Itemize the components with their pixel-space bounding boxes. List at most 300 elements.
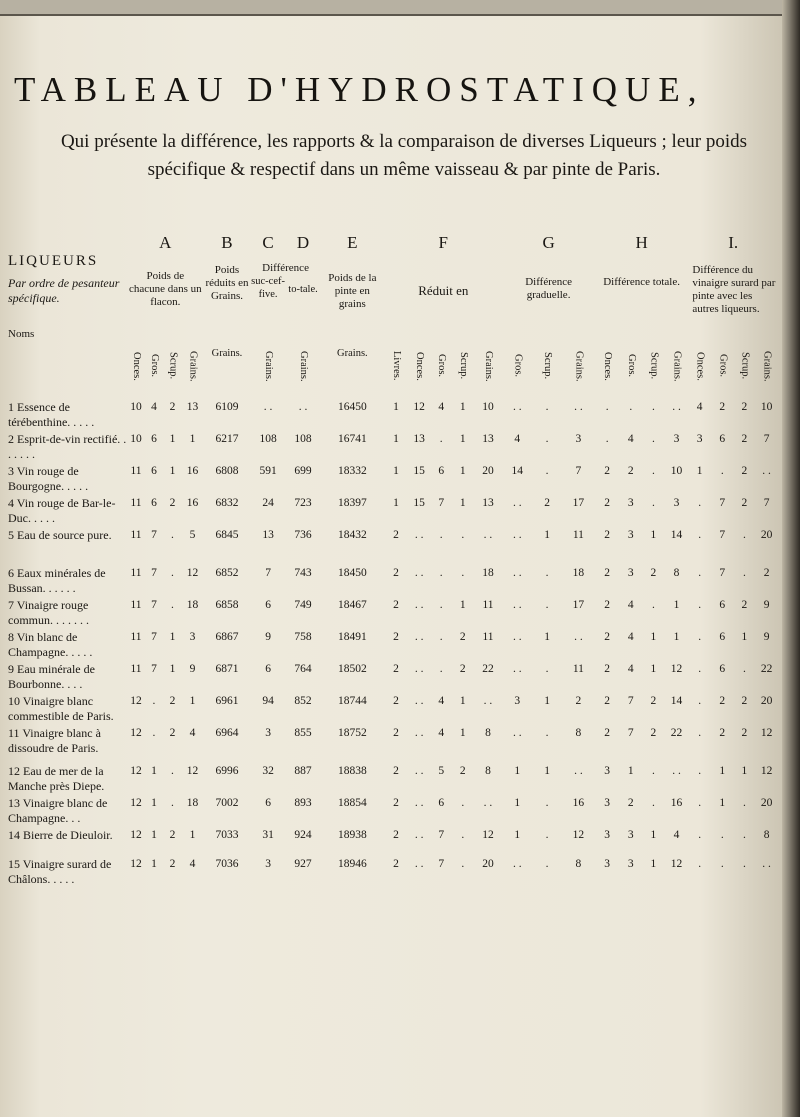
cell-h-0: .: [605, 401, 609, 413]
cell-f-4: 22: [482, 663, 494, 675]
cell-f-0: 2: [393, 631, 399, 643]
cell-e: 18432: [337, 529, 367, 541]
cell-i-1: 7: [719, 567, 726, 579]
cell-f-1: . .: [414, 695, 424, 707]
group-i-label: Différence du vinaigre surard par pinte avec les autres liqueurs.: [692, 264, 776, 315]
cell-g-2: 8: [575, 727, 582, 739]
cell-b: 6961: [215, 695, 239, 707]
cell-f-2: 4: [438, 401, 445, 413]
cell-h-0: .: [605, 433, 609, 445]
cell-g-2: 8: [575, 858, 582, 870]
cell-i-0: 1: [696, 465, 703, 477]
sub-f-gros: Gros.: [436, 354, 448, 378]
sub-i-grains: Grains.: [761, 350, 773, 382]
cell-g-2: . .: [574, 401, 583, 413]
cell-i-2: 2: [741, 433, 748, 445]
cell-g-0: . .: [512, 663, 522, 675]
cell-i-1: 6: [719, 663, 726, 675]
cell-g-1: .: [545, 401, 549, 413]
group-e-label: Poids de la pinte en grains: [328, 272, 377, 310]
cell-h-2: .: [651, 797, 655, 809]
cell-c: 94: [262, 695, 274, 707]
cell-f-1: 15: [413, 465, 425, 477]
cell-h-2: .: [651, 465, 655, 477]
cell-f-1: . .: [414, 663, 424, 675]
cell-f-4: . .: [483, 797, 493, 809]
cell-f-2: 7: [438, 858, 445, 870]
cell-c: 6: [265, 599, 271, 611]
cell-b: 6845: [215, 529, 239, 541]
cell-d: . .: [298, 401, 308, 413]
cell-a-1: 6: [151, 433, 157, 445]
cell-h-1: 3: [627, 567, 634, 579]
cell-f-4: 11: [482, 599, 494, 611]
cell-a-0: 12: [130, 765, 142, 777]
cell-b: 6832: [215, 497, 239, 509]
cell-i-3: 20: [760, 695, 773, 707]
cell-i-2: .: [742, 529, 746, 541]
cell-a-2: .: [171, 797, 174, 809]
table-row: [6, 794, 778, 826]
cell-g-1: .: [545, 727, 549, 739]
table-row: [6, 494, 778, 526]
cell-h-0: 3: [604, 797, 611, 809]
cell-e: 16741: [337, 433, 367, 445]
sub-g-grains: Grains.: [573, 350, 585, 382]
cell-i-0: 4: [696, 401, 703, 413]
cell-g-0: . .: [512, 401, 522, 413]
cell-h-2: 1: [650, 858, 657, 870]
sub-h-grains: Grains.: [671, 350, 683, 382]
cell-f-4: 10: [482, 401, 494, 413]
liqueur-name: 13 Vinaigre blanc de Champagne. . .: [8, 796, 108, 825]
cell-c: 7: [265, 567, 271, 579]
cell-f-0: 1: [393, 401, 399, 413]
cell-h-3: 1: [673, 631, 680, 643]
cell-h-2: 2: [650, 695, 657, 707]
group-h-header: [595, 254, 689, 334]
cell-f-4: 18: [482, 567, 494, 579]
cell-h-0: 3: [604, 765, 611, 777]
cell-f-0: 2: [393, 765, 399, 777]
col-letter-f: F: [438, 233, 449, 252]
cell-d: 758: [294, 631, 312, 643]
cell-h-3: 12: [670, 858, 683, 870]
cell-f-3: 2: [459, 663, 466, 675]
cell-g-2: 7: [575, 465, 582, 477]
cell-i-2: 2: [741, 401, 748, 413]
cell-i-3: . .: [762, 858, 771, 870]
group-f-header: [384, 254, 502, 334]
cell-i-0: .: [698, 529, 702, 541]
col-letter-h: H: [635, 233, 648, 252]
cell-h-1: 4: [627, 433, 634, 445]
liqueur-name: 4 Vin rouge de Bar-le-Duc. . . . .: [8, 496, 116, 525]
cell-f-2: 5: [438, 765, 445, 777]
group-h-label: Différence totale.: [603, 276, 680, 288]
cell-g-0: . .: [512, 727, 522, 739]
cell-f-1: . .: [414, 829, 424, 841]
cell-i-3: . .: [762, 465, 771, 477]
cell-h-0: 2: [604, 497, 611, 509]
cell-f-4: . .: [483, 695, 493, 707]
cell-i-3: 12: [760, 727, 773, 739]
group-b-label: Poids réduits en Grains.: [205, 264, 249, 302]
cell-h-3: . .: [672, 401, 681, 413]
cell-f-2: .: [439, 663, 443, 675]
cell-i-1: 7: [719, 497, 726, 509]
cell-i-1: 6: [719, 631, 726, 643]
cell-f-2: 7: [438, 497, 445, 509]
cell-i-2: 2: [741, 727, 748, 739]
cell-h-1: 2: [627, 465, 634, 477]
cell-e: 18397: [337, 497, 367, 509]
cell-f-1: . .: [414, 858, 424, 870]
cell-b: 6867: [215, 631, 239, 643]
liqueur-name: 12 Eau de mer de la Manche près Diepe.: [8, 764, 105, 793]
cell-d: 743: [294, 567, 312, 579]
cell-f-1: . .: [414, 765, 424, 777]
cell-c: 32: [262, 765, 274, 777]
cell-b: 6217: [215, 433, 239, 445]
cell-h-1: 4: [627, 631, 634, 643]
cell-a-1: 6: [151, 497, 157, 509]
cell-i-0: .: [698, 567, 702, 579]
group-i-header: [688, 254, 778, 334]
cell-f-1: . .: [414, 529, 424, 541]
cell-h-1: 4: [627, 599, 634, 611]
cell-f-3: .: [461, 567, 465, 579]
cell-g-0: . .: [512, 497, 522, 509]
cell-h-3: 1: [673, 599, 680, 611]
cell-g-1: .: [545, 599, 549, 611]
cell-c: . .: [263, 401, 273, 413]
table-row: [6, 430, 778, 462]
table-body: [6, 398, 778, 891]
cell-g-0: . .: [512, 529, 522, 541]
liqueurs-heading: LIQUEURS: [8, 253, 99, 269]
cell-f-4: 8: [485, 765, 491, 777]
group-c-label: suc-cef-five.: [251, 276, 285, 300]
cell-i-2: .: [742, 858, 746, 870]
cell-d: 736: [294, 529, 312, 541]
cell-d: 924: [294, 829, 312, 841]
cell-g-2: . .: [574, 765, 583, 777]
liqueur-name: 5 Eau de source pure.: [8, 528, 112, 542]
cell-i-2: .: [742, 797, 746, 809]
cell-a-0: 11: [130, 631, 142, 643]
table-row: [6, 692, 778, 724]
cell-f-3: 1: [459, 695, 466, 707]
cell-c: 3: [265, 858, 271, 870]
cell-g-0: . .: [512, 567, 522, 579]
cell-f-3: 2: [459, 631, 466, 643]
cell-a-1: 1: [151, 765, 157, 777]
cell-d: 749: [294, 599, 312, 611]
cell-g-0: . .: [512, 599, 522, 611]
sub-f-scrup: Scrup.: [457, 352, 469, 380]
cell-h-3: 14: [670, 529, 683, 541]
cell-f-3: 1: [459, 465, 466, 477]
cell-f-3: 1: [459, 401, 466, 413]
cell-a-3: 4: [189, 858, 196, 870]
cell-a-2: 2: [169, 727, 176, 739]
cell-d: 852: [294, 695, 312, 707]
sub-h-onces: Onces.: [602, 351, 614, 381]
group-g-label: Différence graduelle.: [525, 276, 573, 301]
page-subtitle: Qui présente la différence, les rapports & la comparaison de diverses Liqueurs ; leur poids spécifique & respectif dans un même vaisseau & par pinte de Paris.: [60, 131, 748, 180]
cell-d: 893: [294, 797, 312, 809]
cell-d: 855: [294, 727, 312, 739]
group-g-header: [502, 254, 594, 334]
cell-f-1: . .: [414, 797, 424, 809]
cell-i-3: 9: [763, 631, 770, 643]
cell-g-0: . .: [512, 631, 522, 643]
cell-f-0: 2: [393, 529, 399, 541]
cell-e: 18838: [337, 765, 367, 777]
cell-f-2: 4: [438, 727, 445, 739]
cell-b: 7002: [215, 797, 239, 809]
cell-f-3: 2: [459, 765, 466, 777]
liqueur-name: 10 Vinaigre blanc commestible de Paris.: [8, 694, 114, 723]
cell-a-3: 9: [189, 663, 196, 675]
cell-a-3: 18: [186, 599, 199, 611]
table-bottom-rule-cell: [6, 887, 778, 891]
cell-a-2: 2: [169, 497, 176, 509]
cell-f-1: 12: [413, 401, 425, 413]
group-a-label: Poids de chacune dans un flacon.: [128, 270, 202, 308]
cell-a-2: 2: [169, 829, 176, 841]
cell-i-1: 6: [719, 599, 726, 611]
cell-f-0: 1: [393, 497, 399, 509]
cell-c: 108: [259, 433, 277, 445]
cell-h-2: 1: [650, 631, 657, 643]
cell-f-1: 15: [413, 497, 425, 509]
cell-h-0: 2: [604, 465, 611, 477]
cell-d: 723: [294, 497, 312, 509]
cell-i-1: 2: [719, 727, 726, 739]
liqueur-name: 6 Eaux minérales de Bussan. . . . . .: [8, 566, 106, 595]
cell-f-3: .: [461, 797, 465, 809]
cell-a-2: 2: [169, 401, 176, 413]
cell-a-0: 10: [130, 433, 142, 445]
cell-h-2: 2: [650, 567, 657, 579]
cell-i-0: .: [698, 858, 702, 870]
liqueur-name: 14 Bierre de Dieuloir.: [8, 828, 113, 842]
cell-b: 6964: [215, 727, 239, 739]
sub-f-onces: Onces.: [414, 351, 426, 381]
cell-h-0: 2: [604, 727, 611, 739]
cell-i-2: .: [742, 829, 746, 841]
cell-h-2: .: [651, 599, 655, 611]
cell-i-1: 1: [719, 765, 726, 777]
cell-g-2: 17: [572, 497, 585, 509]
cell-a-0: 11: [130, 599, 142, 611]
cell-i-1: 2: [719, 401, 726, 413]
cell-g-0: 14: [511, 465, 524, 477]
cell-a-1: .: [152, 695, 156, 707]
cell-c: 31: [262, 829, 274, 841]
cell-i-1: .: [720, 858, 724, 870]
cell-i-0: .: [698, 797, 702, 809]
cell-h-1: 3: [627, 858, 634, 870]
cell-a-1: 7: [151, 529, 157, 541]
cell-f-4: 8: [485, 727, 491, 739]
cell-i-0: .: [698, 727, 702, 739]
cell-a-2: 1: [169, 465, 176, 477]
cell-h-1: 4: [627, 663, 634, 675]
cell-e: 18332: [337, 465, 367, 477]
cell-f-0: 2: [393, 599, 399, 611]
cell-h-1: .: [629, 401, 633, 413]
cell-a-0: 12: [130, 858, 142, 870]
col-letter-d: D: [296, 233, 310, 252]
cell-a-0: 10: [130, 401, 142, 413]
cell-f-0: 2: [393, 829, 399, 841]
cell-a-2: 1: [169, 663, 176, 675]
table-row: [6, 398, 778, 430]
cell-g-1: .: [545, 465, 549, 477]
cell-b: 6858: [215, 599, 239, 611]
table-row: [6, 826, 778, 855]
cell-e: 18467: [337, 599, 367, 611]
cell-i-3: 20: [760, 529, 773, 541]
cell-c: 3: [265, 727, 271, 739]
cell-h-0: 2: [604, 599, 611, 611]
cell-b: 6996: [215, 765, 239, 777]
cell-f-3: 1: [459, 727, 466, 739]
col-letter-g: G: [542, 233, 555, 252]
cell-f-2: .: [439, 567, 443, 579]
cell-h-1: 7: [627, 695, 634, 707]
col-letter-e: E: [347, 233, 358, 252]
cell-a-2: .: [171, 529, 174, 541]
sub-i-scrup: Scrup.: [739, 352, 751, 380]
cell-b: 6109: [215, 401, 239, 413]
group-e-header: [320, 254, 384, 334]
cell-f-0: 2: [393, 858, 399, 870]
cell-h-0: 2: [604, 663, 611, 675]
cell-i-1: 2: [719, 695, 726, 707]
table-row: [6, 724, 778, 762]
cell-g-0: 3: [514, 695, 521, 707]
cell-f-4: 20: [482, 465, 494, 477]
cell-f-1: . .: [414, 599, 424, 611]
sub-g-scrup: Scrup.: [542, 352, 554, 380]
cell-e: 16450: [337, 401, 367, 413]
cell-b: 6871: [215, 663, 239, 675]
cell-f-2: .: [439, 599, 443, 611]
cell-a-1: 7: [151, 567, 157, 579]
cell-d: 764: [294, 663, 312, 675]
cell-h-0: 2: [604, 631, 611, 643]
liqueurs-header: [6, 233, 127, 398]
table-row: [6, 628, 778, 660]
cell-c: 13: [262, 529, 274, 541]
order-caption: Par ordre de pesanteur spécifique.: [8, 276, 120, 305]
cell-c: 24: [262, 497, 274, 509]
cell-i-2: .: [742, 663, 746, 675]
cell-a-1: .: [152, 727, 156, 739]
col-letter-a: A: [159, 233, 172, 252]
cell-f-0: 1: [393, 465, 399, 477]
cell-g-2: . .: [574, 631, 583, 643]
cell-f-3: 1: [459, 599, 466, 611]
top-binding-band: [0, 0, 800, 16]
sub-i-onces: Onces.: [694, 351, 706, 381]
cell-a-3: 13: [186, 401, 199, 413]
cell-g-2: 12: [572, 829, 585, 841]
cell-g-2: 11: [572, 663, 584, 675]
cell-c: 6: [265, 797, 271, 809]
cell-i-3: 2: [763, 567, 770, 579]
cell-g-0: 1: [514, 765, 521, 777]
cell-f-3: 1: [459, 433, 466, 445]
cell-f-2: 4: [438, 695, 445, 707]
cell-a-1: 6: [151, 465, 157, 477]
cell-a-1: 7: [151, 631, 157, 643]
cell-f-2: .: [439, 433, 443, 445]
cell-g-0: 4: [514, 433, 521, 445]
liqueur-name: 7 Vinaigre rouge commun. . . . . . .: [8, 598, 89, 627]
group-a-header: [127, 254, 203, 334]
cell-i-3: 22: [760, 663, 773, 675]
cell-f-3: .: [461, 529, 465, 541]
sub-a-scrup: Scrup.: [167, 352, 179, 380]
cell-h-2: 1: [650, 829, 657, 841]
cell-f-1: . .: [414, 727, 424, 739]
cell-a-3: 12: [186, 567, 199, 579]
group-d-label: to-tale.: [288, 284, 318, 295]
cell-i-0: .: [698, 631, 702, 643]
cell-a-2: 2: [169, 695, 176, 707]
cell-g-1: .: [545, 433, 549, 445]
cell-a-0: 12: [130, 797, 142, 809]
cell-g-0: 1: [514, 797, 521, 809]
cell-h-0: 3: [604, 858, 611, 870]
cell-i-3: 20: [760, 797, 773, 809]
cell-h-0: 2: [604, 695, 611, 707]
cell-i-2: 2: [741, 465, 748, 477]
cell-i-0: .: [698, 765, 702, 777]
cell-i-2: .: [742, 567, 746, 579]
cell-a-1: 1: [151, 829, 157, 841]
cell-i-3: 8: [763, 829, 770, 841]
cell-f-1: 13: [413, 433, 425, 445]
cell-h-1: 3: [627, 829, 634, 841]
cell-e: 18854: [337, 797, 367, 809]
sub-a-gros: Gros.: [148, 354, 160, 378]
sub-i-gros: Gros.: [717, 354, 729, 378]
cell-a-2: .: [171, 567, 174, 579]
cell-g-2: 11: [572, 529, 584, 541]
cell-i-0: .: [698, 695, 702, 707]
liqueur-name: 8 Vin blanc de Champagne. . . . .: [8, 630, 93, 659]
cell-a-0: 12: [130, 727, 142, 739]
cell-f-0: 2: [393, 797, 399, 809]
cell-i-3: 12: [760, 765, 773, 777]
cell-h-3: 3: [673, 497, 680, 509]
sub-f-grains: Grains.: [482, 350, 494, 382]
cell-i-2: 2: [741, 497, 748, 509]
cell-g-0: 1: [514, 829, 521, 841]
cell-i-2: 1: [741, 765, 748, 777]
cell-f-3: 1: [459, 497, 466, 509]
cell-f-2: 7: [438, 829, 445, 841]
cell-i-3: 10: [760, 401, 773, 413]
group-b-header: [203, 254, 250, 334]
cell-h-0: 3: [604, 829, 611, 841]
